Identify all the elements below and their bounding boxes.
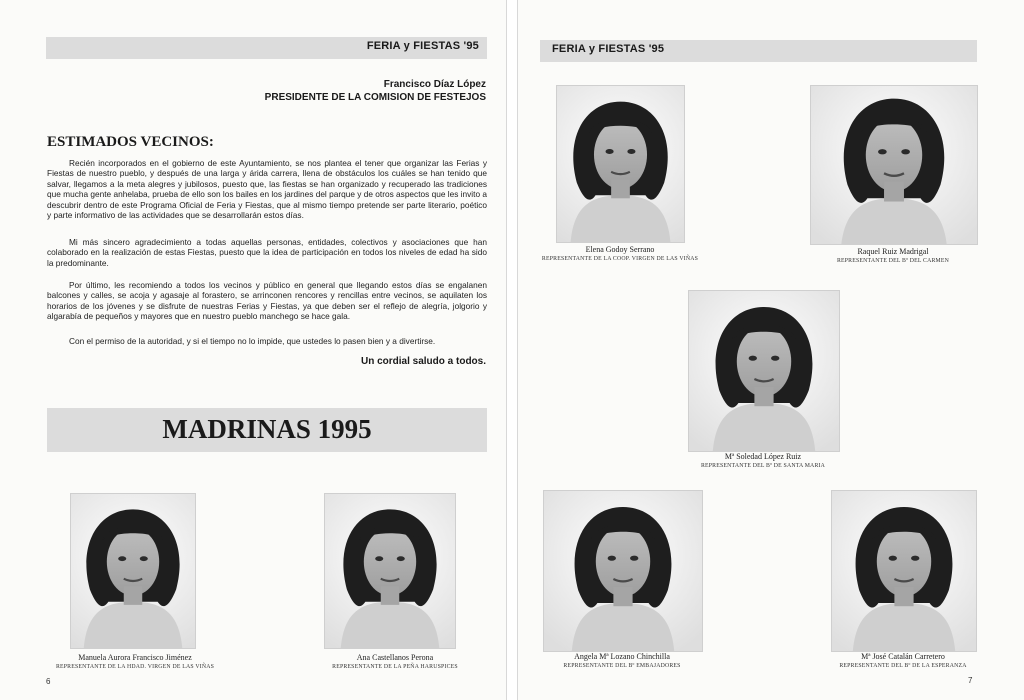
- portrait-rep: REPRESENTANTE DEL Bº DE SANTA MARIA: [700, 463, 826, 469]
- portrait-image: [71, 494, 195, 648]
- portrait-name: Ana Castellanos Perona: [356, 653, 434, 662]
- portrait-rep: REPRESENTANTE DE LA COOP. VIRGEN DE LAS VIÑAS: [541, 256, 699, 262]
- portrait-image: [811, 86, 977, 244]
- portrait-photo: [810, 85, 978, 245]
- right-header-band: [540, 40, 977, 62]
- portrait-photo: [688, 290, 840, 452]
- left-page: [0, 0, 507, 700]
- portrait-rep: REPRESENTANTE DEL Bº DEL CARMEN: [836, 258, 950, 264]
- portrait-image: [689, 291, 839, 451]
- letter-heading: ESTIMADOS VECINOS:: [47, 134, 214, 150]
- madrinas-title-band: [47, 408, 487, 452]
- portrait-photo: [543, 490, 703, 652]
- portrait-name: Angela Mª Lozano Chinchilla: [574, 652, 670, 661]
- letter-paragraph-4: Con el permiso de la autoridad, y si el tiempo no lo impide, que ustedes lo pasen bien y a divertirse.: [69, 336, 436, 346]
- signature-name: Francisco Díaz López: [383, 79, 486, 90]
- portrait-photo: [831, 490, 977, 652]
- page-number: 6: [46, 677, 51, 686]
- right-page: [517, 0, 1024, 700]
- left-header-band: [46, 37, 487, 59]
- signature-title: PRESIDENTE DE LA COMISION DE FESTEJOS: [264, 92, 486, 103]
- portrait-caption: [20, 653, 250, 671]
- portrait-image: [544, 491, 702, 651]
- portrait-caption: [808, 652, 998, 670]
- letter-paragraph-2: Mi más sincero agradecimiento a todas aquellas personas, entidades, colectivos y asociaciones que han colaborado en la realización de estas Fiestas, puesto que la idea de participación en todos los niveles de edad ha sido la predominante.: [47, 237, 487, 268]
- portrait-photo: [324, 493, 456, 649]
- signature-block: [265, 78, 486, 104]
- portrait-photo: [70, 493, 196, 649]
- letter-closing: Un cordial saludo a todos.: [360, 356, 486, 367]
- right-header-text: FERIA y FIESTAS '95: [552, 43, 665, 55]
- portrait-rep: REPRESENTANTE DEL Bº EMBAJADORES: [563, 663, 681, 669]
- portrait-rep: REPRESENTANTE DEL Bº DE LA ESPERANZA: [839, 663, 967, 669]
- portrait-name: Elena Godoy Serrano: [585, 245, 655, 254]
- portrait-rep: REPRESENTANTE DE LA HDAD. VIRGEN DE LAS VIÑAS: [55, 664, 215, 670]
- portrait-rep: REPRESENTANTE DE LA PEÑA HARUSPICES: [332, 664, 458, 670]
- portrait-name: Manuela Aurora Francisco Jiménez: [78, 653, 192, 662]
- portrait-name: Raquel Ruiz Madrigal: [857, 247, 929, 256]
- letter-paragraph-3: Por último, les recomiendo a todos los vecinos y público en general que llegando estos días se engalanen balcones y calles, se acoja y agasaje al forastero, se arrinconen rencores y rencillas entre vecinos, se aquilaten los horarios de los jóvenes y se disfrute de nuestras Ferias y Fiestas, ya que deben ser el reflejo de alegría, jolgorio y algarabía de pequeños y mayores que en nuestro pueblo manchego se hace gala.: [47, 280, 487, 322]
- portrait-name: Mª Soledad López Ruiz: [724, 452, 802, 461]
- portrait-name: Mª José Catalán Carretero: [861, 652, 945, 661]
- portrait-caption: [290, 653, 500, 671]
- portrait-image: [832, 491, 976, 651]
- portrait-image: [557, 86, 684, 242]
- madrinas-title: MADRINAS 1995: [162, 414, 372, 444]
- portrait-image: [325, 494, 455, 648]
- page-number: 7: [968, 676, 973, 685]
- portrait-caption: [523, 652, 721, 670]
- letter-paragraph-1: Recién incorporados en el gobierno de este Ayuntamiento, se nos plantea el tener que organizar las Ferias y Fiestas de nuestro pueblo, y después de una larga y árida carrera, llena de obstáculos los cuáles se han tenido que salvar, llegamos a la meta alegres y jubilosos, puesto que, las fiestas se han organizado y recuperado las tradiciones que mucha gente anhelaba, prueba de ello son los bailes en los jardines del parque y de otros aspectos que les invito a descubrir dentro de este Programa Oficial de Feria y Fiestas, que al mismo tiempo pretende ser parte literario, poético y parte informativo de las actividades que se desarrollarán estos días.: [47, 158, 487, 221]
- portrait-photo: [556, 85, 685, 243]
- portrait-caption: [520, 245, 720, 263]
- portrait-caption: [663, 452, 863, 470]
- portrait-caption: [803, 247, 983, 265]
- left-header-text: FERIA y FIESTAS '95: [366, 40, 479, 52]
